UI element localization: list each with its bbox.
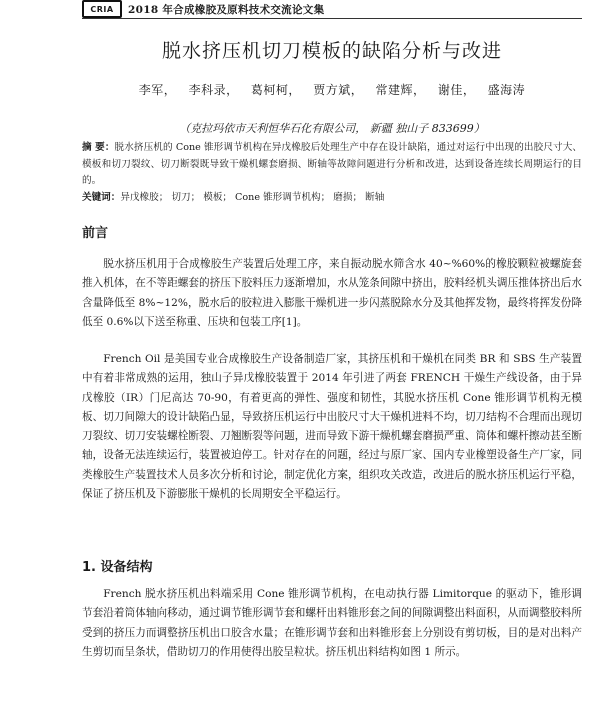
running-title: 2018 年合成橡胶及原料技术交流论文集 (128, 3, 325, 16)
keywords (82, 190, 582, 206)
abstract-label: 摘 要： (82, 142, 115, 153)
paragraph-equipment-structure: French 脱水挤压机出料端采用 Cone 锥形调节机构，在电动执行器 Limitorque 的驱动下，锥形调节套沿着筒体轴向移动，通过调节锥形调节套和螺杆出料锥形套之间的间隙调整出料面积，从而调整胶料所受到的挤压力而调整挤压机出口胶含水量；在锥形调节套和出料锥形套上分别设有剪切板，目的是对出料产生剪切而呈条状，借助切刀的作用使得出胶呈粒状。挤压机出料结构如图 1 所示。 (82, 588, 582, 658)
abstract-text: 脱水挤压机的 Cone 锥形调节机构在异戊橡胶后处理生产中存在设计缺陷，通过对运行中出现的出胶尺寸大、模板和切刀裂纹、切刀断裂既导致干燥机螺套磨损、断轴等故障问题进行分析和改进，达到设备连续长周期运行的目的。 (82, 142, 582, 186)
author-list: 李军， 李科录， 葛柯柯， 贾方斌， 常建辉， 谢佳， 盛海涛 (138, 83, 526, 97)
affiliation: （克拉玛依市天利恒华石化有限公司， 新疆 独山子 833699） (179, 122, 485, 135)
article-title: 脱水挤压机切刀模板的缺陷分析与改进 (161, 40, 502, 62)
keywords-text: 异戊橡胶； 切刀； 模板； Cone 锥形调节机构； 磨损； 断轴 (120, 192, 385, 203)
section-heading-equipment-structure: 1. 设备结构 (82, 560, 153, 575)
keywords-label: 关键词： (82, 192, 121, 203)
paragraph-intro-2: French Oil 是美国专业合成橡胶生产设备制造厂家，其挤压机和干燥机在同类 BR 和 SBS 生产装置中有着非常成熟的运用，独山子异戊橡胶装置于 2014 年引进了两套 FRENCH 干燥生产线设备，由于异戊橡胶（IR）门尼高达 70-90，有着更高的弹性、强度和韧性，其脱水挤压机 Cone 锥形调节机构无模板、切刀间隙大的设计缺陷凸显，导致挤压机运行中出胶尺寸大干燥机进料不均，切刀结构不合理而出现切刀裂纹、切刀安装螺栓断裂、刀翘断裂等问题，进而导致下游干燥机螺套磨损严重、筒体和螺杆擦动甚至断轴，设备无法连续运行，装置被迫停工。针对存在的问题，经过与原厂家、国内专业橡塑设备生产厂家，同类橡胶生产装置技术人员多次分析和讨论，制定优化方案，组织攻关改造，改进后的脱水挤压机运行平稳，保证了挤压机及下游膨胀干燥机的长周期安全平稳运行。 (82, 353, 582, 501)
running-header (82, 0, 582, 18)
abstract (82, 140, 582, 190)
paragraph-intro-1: 脱水挤压机用于合成橡胶生产装置后处理工序，来自振动脱水筛含水 40~%60%的橡胶颗粒被螺旋套推入机体，在不等距螺套的挤压下胶料压力逐渐增加，水从笼条间隙中挤出，胶料经机头调压推体挤出后水含量降低至 8%~12%，脱水后的胶粒进入膨胀干燥机进一步闪蒸脱除水分及其他挥发物，最终将挥发份降低至 0.6%以下送至称重、压块和包装工序[1]。 (82, 258, 582, 328)
header-divider (82, 18, 582, 19)
section-heading-preface: 前言 (82, 226, 109, 241)
conference-logo: CRIA (82, 0, 122, 18)
